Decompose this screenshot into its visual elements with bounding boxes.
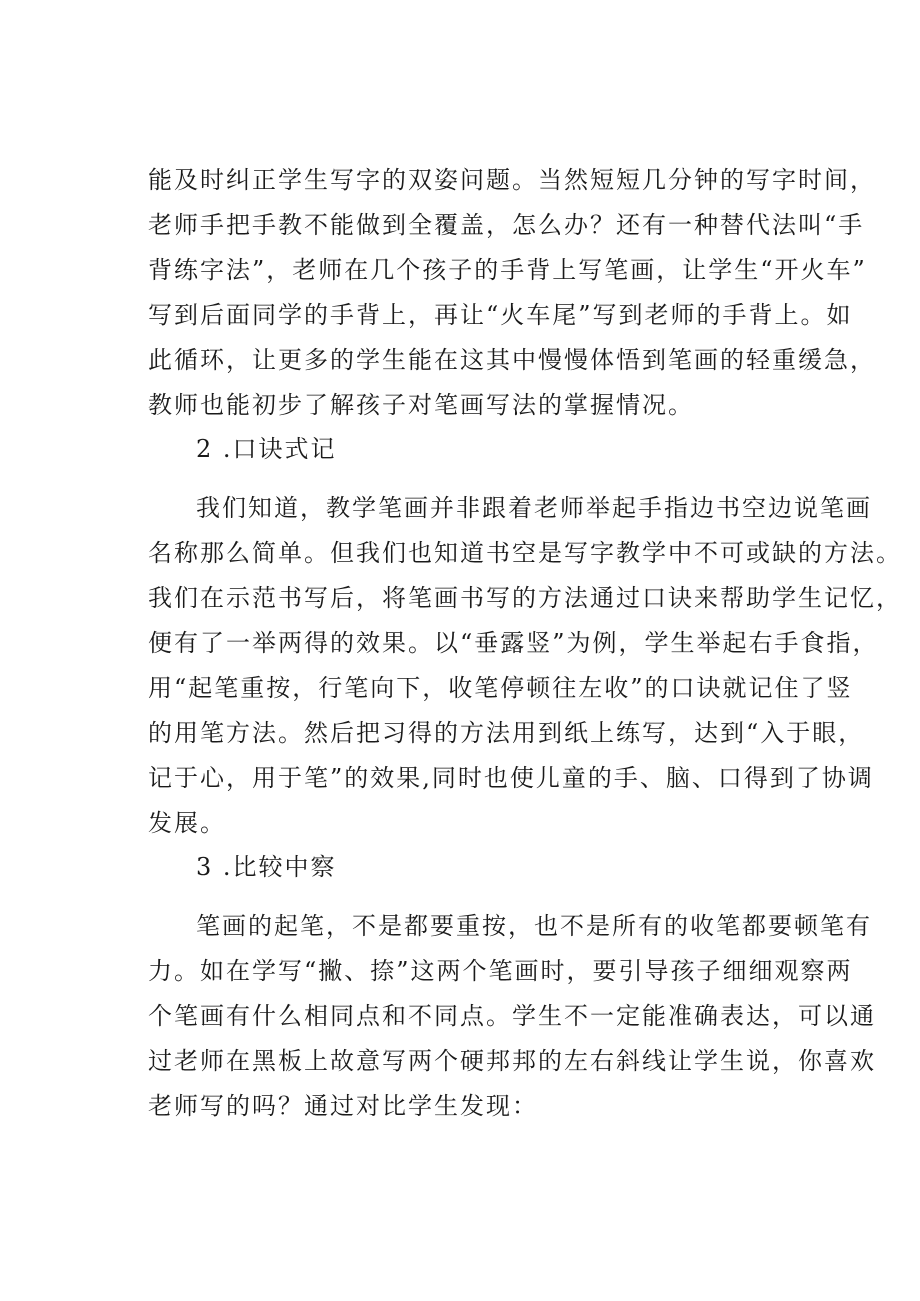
paragraph-3-line-5: 老师写的吗？通过对比学生发现： <box>148 1092 538 1120</box>
paragraph-2-line-5: 用“起笔重按，行笔向下，收笔停顿往左收”的口诀就记住了竖 <box>148 674 853 702</box>
paragraph-2-line-4: 便有了一举两得的效果。以“垂露竖”为例，学生举起右手食指， <box>148 629 879 657</box>
paragraph-2-line-7: 记于心，用于笔”的效果,同时也使儿童的手、脑、口得到了协调 <box>148 764 874 792</box>
paragraph-3-line-1: 笔画的起笔，不是都要重按，也不是所有的收笔都要顿笔有 <box>196 912 872 940</box>
section-heading-3: 3 .比较中察 <box>196 853 337 881</box>
paragraph-1-line-5: 此循环，让更多的学生能在这其中慢慢体悟到笔画的轻重缓急， <box>148 346 876 374</box>
paragraph-1-line-4: 写到后面同学的手背上，再让“火车尾”写到老师的手背上。如 <box>148 301 853 329</box>
paragraph-2-line-8: 发展。 <box>148 809 226 837</box>
paragraph-3-line-4: 过老师在黑板上故意写两个硬邦邦的左右斜线让学生说，你喜欢 <box>148 1047 876 1075</box>
section-heading-2: 2 .口诀式记 <box>196 435 337 463</box>
paragraph-1-line-2: 老师手把手教不能做到全覆盖，怎么办？还有一种替代法叫“手 <box>148 211 865 239</box>
paragraph-2-line-1: 我们知道，教学笔画并非跟着老师举起手指边书空边说笔画 <box>196 494 872 522</box>
paragraph-1-line-3: 背练字法”，老师在几个孩子的手背上写笔画，让学生“开火车” <box>148 256 867 284</box>
paragraph-2-line-6: 的用笔方法。然后把习得的方法用到纸上练写，达到“入于眼， <box>148 719 865 747</box>
paragraph-1-line-1: 能及时纠正学生写字的双姿问题。当然短短几分钟的写字时间， <box>148 166 876 194</box>
paragraph-2-line-2: 名称那么简单。但我们也知道书空是写字教学中不可或缺的方法。 <box>148 539 902 567</box>
paragraph-3-line-3: 个笔画有什么相同点和不同点。学生不一定能准确表达，可以通 <box>148 1002 876 1030</box>
paragraph-1-line-6: 教师也能初步了解孩子对笔画写法的掌握情况。 <box>148 391 694 419</box>
paragraph-2-line-3: 我们在示范书写后，将笔画书写的方法通过口诀来帮助学生记忆， <box>148 584 902 612</box>
paragraph-3-line-2: 力。如在学写“撇、捺”这两个笔画时，要引导孩子细细观察两 <box>148 957 853 985</box>
